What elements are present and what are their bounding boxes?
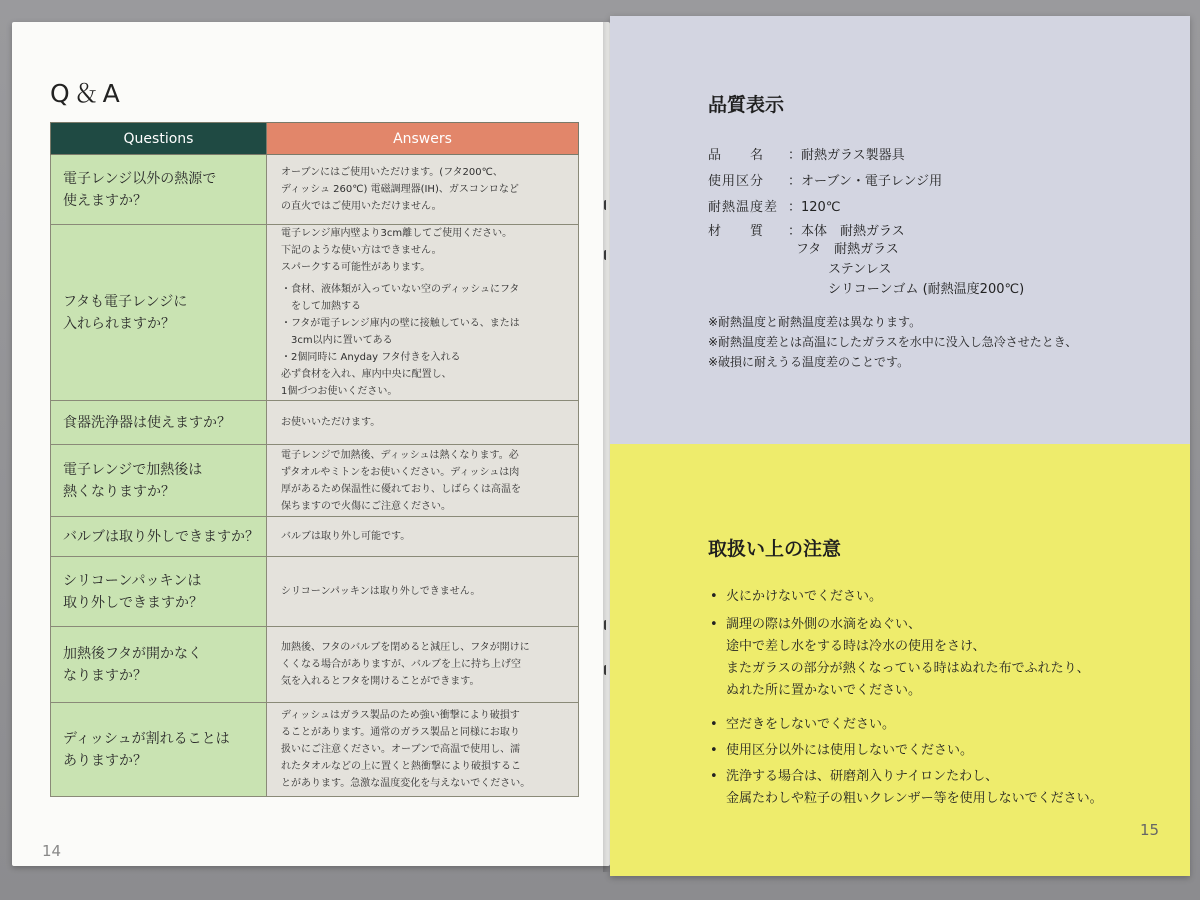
question-cell [51,517,267,557]
question-line: 加熱後フタが開かなく [63,645,203,662]
question-line: 使えますか？ [63,192,147,209]
answer-line: 加熱後、フタのバルブを閉めると減圧し、フタが開けに [281,642,530,653]
answer-line: とがあります。急激な温度変化を与えないでください。 [281,778,531,789]
spec-material-silicone: シリコーンゴム (耐熱温度200℃) [828,282,1025,297]
table-header-row [51,123,579,155]
question-cell [51,225,267,401]
table-row [51,627,579,703]
right-page [610,16,1190,876]
question-cell [51,155,267,225]
answer-cell [267,445,579,517]
question-line: 食器洗浄器は使えますか？ [63,414,231,431]
answer-line: 下記のような使い方はできません。 [281,245,442,256]
answer-line: ることがあります。通常のガラス製品と同様にお取り [281,727,520,738]
answer-cell [267,627,579,703]
caution-text: 洗浄する場合は、研磨剤入りナイロンたわし、 [726,769,999,784]
answer-cell [267,401,579,445]
caution-item [710,586,1170,608]
quality-label-section [610,16,1190,444]
question-cell [51,557,267,627]
answer-line: ・フタが電子レンジ庫内の壁に接触している、または [281,318,520,329]
answer-cell [267,155,579,225]
answer-cell [267,703,579,797]
spec-material-value: ：本体 耐熱ガラス [788,224,905,239]
spec-use-row [708,172,942,192]
answer-line: 3cm以内に置いてある [281,335,393,346]
spec-temp-value: ：120℃ [788,200,841,215]
caution-text-cont: 金属たわしや粒子の粗いクレンザー等を使用しないでください。 [726,791,1103,806]
bullet-icon: • [710,717,718,732]
note-line: ※耐熱温度と耐熱温度差は異なります。 [708,315,922,329]
question-line: なりますか？ [63,667,147,684]
left-page [12,22,610,866]
question-cell [51,627,267,703]
answer-line: 扱いにご注意ください。オーブンで高温で使用し、濡 [281,744,521,755]
table-row [51,557,579,627]
answer-line: くくなる場合がありますが、バルブを上に持ち上げ空 [281,659,521,670]
answer-line: スパークする可能性があります。 [281,262,431,273]
page-title: Q＆A [50,79,124,108]
answer-line: シリコーンパッキンは取り外しできません。 [281,586,481,597]
question-line: 電子レンジ以外の熱源で [63,170,217,187]
qa-table-body [51,155,579,797]
bullet-icon: • [710,589,718,604]
caution-text: 調理の際は外側の水滴をぬぐい、 [726,617,922,632]
question-line: 取り外しできますか？ [63,594,203,611]
answer-line: お使いいただけます。 [281,417,381,428]
questions-header: Questions [51,123,267,155]
caution-text: 火にかけないでください。 [726,589,883,604]
quality-title: 品質表示 [708,94,785,116]
spec-material-row [708,222,905,242]
question-line: 熱くなりますか？ [63,483,175,500]
answer-line: 電子レンジで加熱後、ディッシュは熱くなります。必 [281,449,519,461]
spec-name-row [708,146,905,166]
qa-table [50,122,579,797]
spec-name-value: ：耐熱ガラス製器具 [788,148,905,163]
answer-line: 保ちますので火傷にご注意ください。 [281,500,451,512]
page-number-right: 15 [1140,821,1160,839]
page-number-left: 14 [42,842,62,860]
question-line: 電子レンジで加熱後は [63,461,203,478]
caution-text-cont: またガラスの部分が熱くなっている時はぬれた布でふれたり、 [726,661,1090,676]
caution-text: 使用区分以外には使用しないでください。 [726,743,974,758]
question-cell [51,445,267,517]
answer-line: 1個づつお使いください。 [281,386,398,397]
bullet-icon: • [710,769,718,784]
caution-item [710,614,1170,702]
spec-use-value: ：オーブン・電子レンジ用 [788,174,943,189]
answer-line: ・2個同時に Anyday フタ付きを入れる [281,352,461,363]
answer-line: をして加熱する [281,301,361,312]
note-line: ※耐熱温度差とは高温にしたガラスを水中に没入し急冷させたとき、 [708,335,1078,349]
caution-text: 空だきをしないでください。 [726,717,896,732]
answer-line: ディッシュ 260℃) 電磁調理器(IH)、ガスコンロなど [281,184,519,195]
answer-line: 必ず食材を入れ、庫内中央に配置し、 [281,369,452,380]
answer-line: ・食材、液体類が入っていない空のディッシュにフタ [281,284,520,295]
note-line: ※破損に耐えうる温度差のことです。 [708,355,910,369]
caution-item [710,740,1170,762]
spec-name-label: 品 名 [708,148,765,163]
table-row [51,225,579,401]
answer-cell [267,557,579,627]
spec-use-label: 使用区分 [708,174,765,189]
answer-line: 電子レンジ庫内壁より3cm離してご使用ください。 [281,228,513,239]
question-cell [51,401,267,445]
bullet-icon: • [710,743,718,758]
answer-line: ディッシュはガラス製品のため強い衝撃により破損す [281,710,520,721]
caution-text-cont: 途中で差し水をする時は冷水の使用をさけ、 [726,639,986,654]
question-line: バルブは取り外しできますか？ [63,528,259,545]
caution-item [710,714,1170,736]
answer-cell [267,225,579,401]
bullet-icon: • [710,617,718,632]
caution-section [610,444,1190,876]
spec-material-steel: ステンレス [828,262,892,277]
answer-cell [267,517,579,557]
table-row [51,155,579,225]
answer-line: バルブは取り外し可能です。 [281,531,411,542]
answer-line: れたタオルなどの上に置くと熱衝撃により破損するこ [281,761,521,772]
caution-text-cont: ぬれた所に置かないでください。 [726,683,922,698]
table-row [51,445,579,517]
question-cell [51,703,267,797]
spec-material-lid: フタ 耐熱ガラス [796,242,899,257]
question-line: ありますか？ [63,752,147,769]
answer-line: 厚があるため保温性に優れており、しばらくは高温を [281,483,521,495]
question-line: 入れられますか？ [63,315,175,332]
caution-title: 取扱い上の注意 [708,538,842,560]
answer-line: ずタオルやミトンをお使いください。ディッシュは肉 [281,466,520,478]
spec-temp-row [708,198,840,218]
question-line: シリコーンパッキンは [63,572,202,589]
question-line: フタも電子レンジに [63,293,188,310]
table-row [51,517,579,557]
table-row [51,401,579,445]
caution-item [710,766,1170,810]
answers-header: Answers [267,123,579,155]
answer-line: オーブンにはご使用いただけます。(フタ200℃、 [281,167,503,178]
answer-line: の直火ではご使用いただけません。 [281,201,442,212]
spec-material-label: 材 質 [708,224,765,239]
question-line: ディッシュが割れることは [63,730,230,747]
answer-line: 気を入れるとフタを開けることができます。 [281,676,480,687]
spec-temp-label: 耐熱温度差 [708,200,779,215]
table-row [51,703,579,797]
